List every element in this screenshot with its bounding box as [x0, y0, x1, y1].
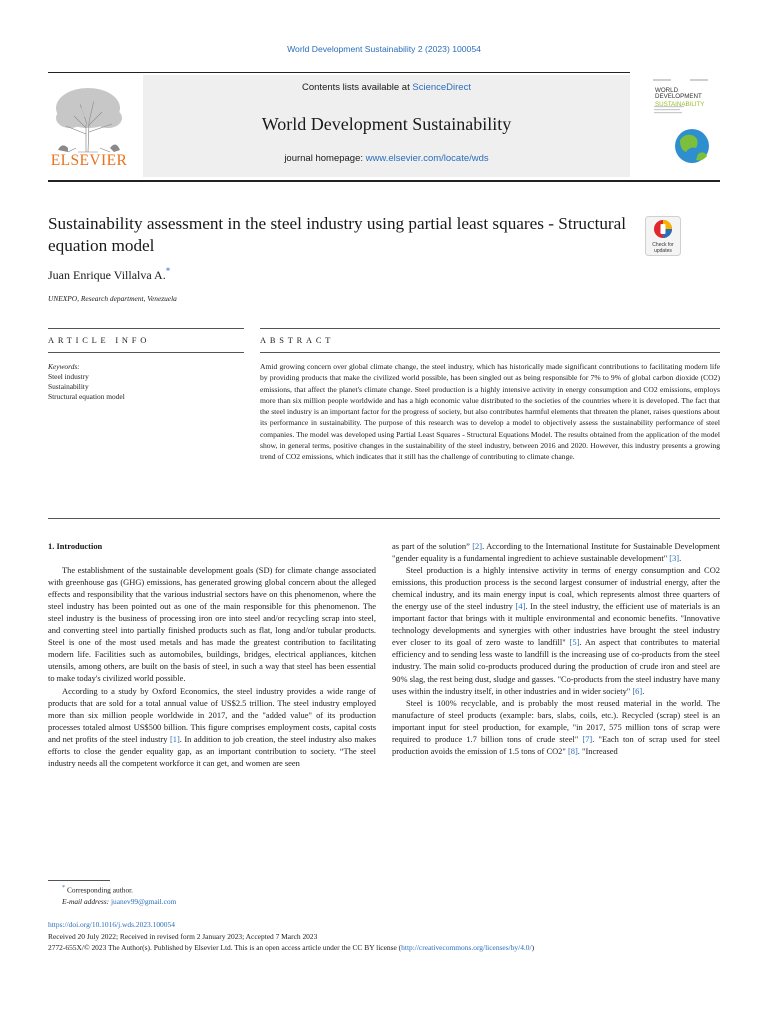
text-run: . An aspect that contributes to material efficiency and to sending less waste to landfill is the increasing use of co-products from the steel industry. The main solid co-products produced during the production of crude iron and steel are 90% slag, the rest being dust, sludge and gasses. "Co-products from the steel industry have many uses within the industry itself, in other industries and in wider society": [392, 637, 720, 696]
abstract-top-rule: [260, 328, 720, 329]
homepage-link[interactable]: www.elsevier.com/locate/wds: [365, 153, 489, 164]
elsevier-wordmark: ELSEVIER: [50, 152, 128, 169]
paragraph: [48, 685, 376, 769]
citation-link-5[interactable]: [5]: [569, 637, 580, 648]
keyword-item: Sustainability: [48, 382, 89, 391]
cover-line-2: DEVELOPMENT: [655, 93, 702, 101]
homepage-prefix: journal homepage:: [284, 153, 366, 164]
license-text: 2772-655X/© 2023 The Author(s). Published by Elsevier Ltd. This is an open access article under the CC BY license (: [48, 943, 402, 952]
author-email-link[interactable]: juanev99@gmail.com: [111, 896, 177, 906]
email-note: [48, 896, 176, 908]
text-run: . According to the International Institute for Sustainable Development "gender equality is a fundamental ingredient to achieve sustainable development": [392, 541, 721, 564]
author-line: [48, 266, 170, 283]
header-bottom-rule: [48, 180, 720, 182]
header-top-rule: [48, 72, 630, 73]
text-run: . "Each ton of scrap used for steel production avoids the emission of 1.5 tons of CO2": [392, 733, 721, 756]
author-footnote-mark[interactable]: *: [165, 266, 171, 276]
abstract-sub-rule: [260, 352, 720, 353]
text-run: .: [642, 685, 645, 696]
corresponding-author-note: [48, 883, 176, 896]
cover-line-3: SUSTAINABILITY: [655, 100, 705, 108]
citation-link-8[interactable]: [8]: [567, 745, 578, 756]
text-run: . In addition to job creation, the steel industry also makes efforts to close the gender equality gap, as an important contribution to society. “The steel industry needs all the competent workforce it can get, and women are seen: [48, 733, 376, 768]
text-run: . "Increased: [577, 745, 618, 756]
body-column-right: [392, 540, 720, 757]
author-name: Juan Enrique Villalva A.: [48, 268, 166, 282]
citation-link-2[interactable]: [2]: [472, 541, 483, 551]
text-run: According to a study by Oxford Economics, the steel industry provides a wide range of products that are sold for a total annual value of US$2.5 trillion. The steel industry employed more than six million people worldwide in 2017, and the "added value" of its production processes totaled almost US$500 billion. This figure comprises employment costs, capital costs and net profits of the steel industry: [48, 685, 376, 744]
cover-title-text: [655, 88, 702, 101]
section-heading-introduction: 1. Introduction: [48, 541, 103, 551]
abstract-bottom-rule: [48, 518, 720, 519]
article-info-top-rule: [48, 328, 244, 329]
sciencedirect-link[interactable]: ScienceDirect: [412, 82, 471, 93]
text-run: Steel production is a highly intensive activity in terms of energy consumption and CO2 emissions, this production process is the second largest consumer of industrial energy, after the chemical industry, and its main energy input is coal, which represents almost three quarters of the energy use of the steel industry: [392, 565, 720, 612]
paragraph: [392, 564, 720, 697]
article-metadata: [48, 919, 728, 954]
citation-link-1[interactable]: [1]: [169, 733, 180, 744]
article-info-heading: ARTICLE INFO: [48, 336, 151, 345]
license-link[interactable]: http://creativecommons.org/licenses/by/4.0/: [401, 943, 532, 952]
footnote-rule: [48, 880, 110, 881]
keywords-block: [48, 362, 125, 402]
journal-homepage: [143, 153, 630, 164]
paragraph: [392, 540, 720, 564]
cover-line-1: WORLD: [655, 87, 679, 94]
paragraph: The establishment of the sustainable development goals (SD) for climate change associated with greenhouse gas (GHG) emissions, has generated growing global concern about the alleged effects and responsibility that the various industrial sectors have on this phenomenon, where the steel industry has been pointed out as one of the main responsible for this phenomenon. The steel industry is the business of processing iron ore into steel and/or recycling scrap into steel, and converting steel into partially finished products such as flat, long and/or tubular products. Steel is one of the most used metals and has made the greatest contribution to facilitating modern life. Facilities such as automobiles, buildings, bridges, electrical appliances, kitchen utensils, among others, are built on the basis of steel, in such a way that steel has been essential to make today's civilized world possible.: [48, 565, 376, 684]
footnote-mark: *: [62, 885, 66, 891]
affiliation: UNEXPO, Research department, Venezuela: [48, 294, 177, 303]
text-run: .: [679, 553, 682, 564]
text-run: as part of the solution”: [392, 541, 473, 551]
abstract-text: Amid growing concern over global climate change, the steel industry, which has historically made significant contributions to facilitating modern life by providing products that make the civilized world possible, has been singled out as being responsible for 7% to 9% of global carbon dioxide (CO2) emissions, that affect the planet's climate change. Steel production is a highly intensive activity in energy consumption and CO2 emissions, employs more than six million people worldwide and has a high economic value distributed to the societies of the countries where it is developed. The fact that the steel industry is an important factor for the progress of society, but also contributes harmful elements that threaten the planet, raises questions about its performance in sustainability. The purpose of this research was to develop a model to objectively assess the sustainability performance of steel companies. The model was developed using Partial Least Squares - Structural Equations Model. The results obtained from the application of the model show, in general terms, positive changes in the sustainability of the steel industry, between 2016 and 2020. However, this industry presents a growing trend of CO2 emissions, which indicates that it still has the challenge of contributing to climate change.: [260, 362, 720, 462]
keyword-item: Structural equation model: [48, 392, 125, 401]
footnotes: [48, 883, 176, 907]
crossmark-label-2: updates: [654, 248, 672, 254]
corresponding-label: Corresponding author.: [66, 885, 134, 895]
contents-prefix: Contents lists available at: [302, 82, 413, 93]
body-column-left: [48, 540, 376, 769]
text-run: Steel is 100% recyclable, and is probably the most reused material in the world. The manufacture of steel products (example: bars, slabs, coils, etc.). Recycled (scrap) steel is an important input for steel production, for example, "in 2017, 575 million tons of scrap were required to produce 1.7 billion tons of crude steel": [392, 697, 720, 744]
keywords-label: Keywords:: [48, 362, 80, 371]
crossmark-label-1: Check for: [652, 242, 674, 248]
doi-link[interactable]: https://doi.org/10.1016/j.wds.2023.100054: [48, 920, 175, 929]
check-for-updates-icon[interactable]: [645, 216, 681, 256]
journal-title: World Development Sustainability: [261, 114, 512, 134]
journal-citation[interactable]: World Development Sustainability 2 (2023) 100054: [287, 44, 481, 54]
license-line: [48, 942, 728, 954]
email-label: E-mail address:: [62, 896, 111, 906]
license-suffix: ): [531, 943, 535, 952]
citation-link-7[interactable]: [7]: [582, 733, 593, 744]
keyword-item: Steel industry: [48, 372, 89, 381]
received-dates: Received 20 July 2022; Received in revised form 2 January 2023; Accepted 7 March 2023: [48, 931, 318, 941]
abstract-heading: ABSTRACT: [260, 336, 335, 345]
text-run: . In the steel industry, the efficient use of materials is an important factor that brings with it multiple environmental and economic benefits. "Innovative technology developments and synergies with other industries have brought the steel industry ever closer to its goal of zero waste to landfill": [392, 601, 720, 648]
citation-link-6[interactable]: [6]: [632, 685, 643, 696]
citation-link-4[interactable]: [4]: [515, 601, 526, 612]
article-info-sub-rule: [48, 352, 244, 353]
article-title: Sustainability assessment in the steel industry using partial least squares - Structural equation model: [48, 214, 627, 255]
paragraph: [392, 697, 720, 757]
contents-availability: [143, 82, 630, 93]
citation-link-3[interactable]: [3]: [669, 553, 680, 564]
